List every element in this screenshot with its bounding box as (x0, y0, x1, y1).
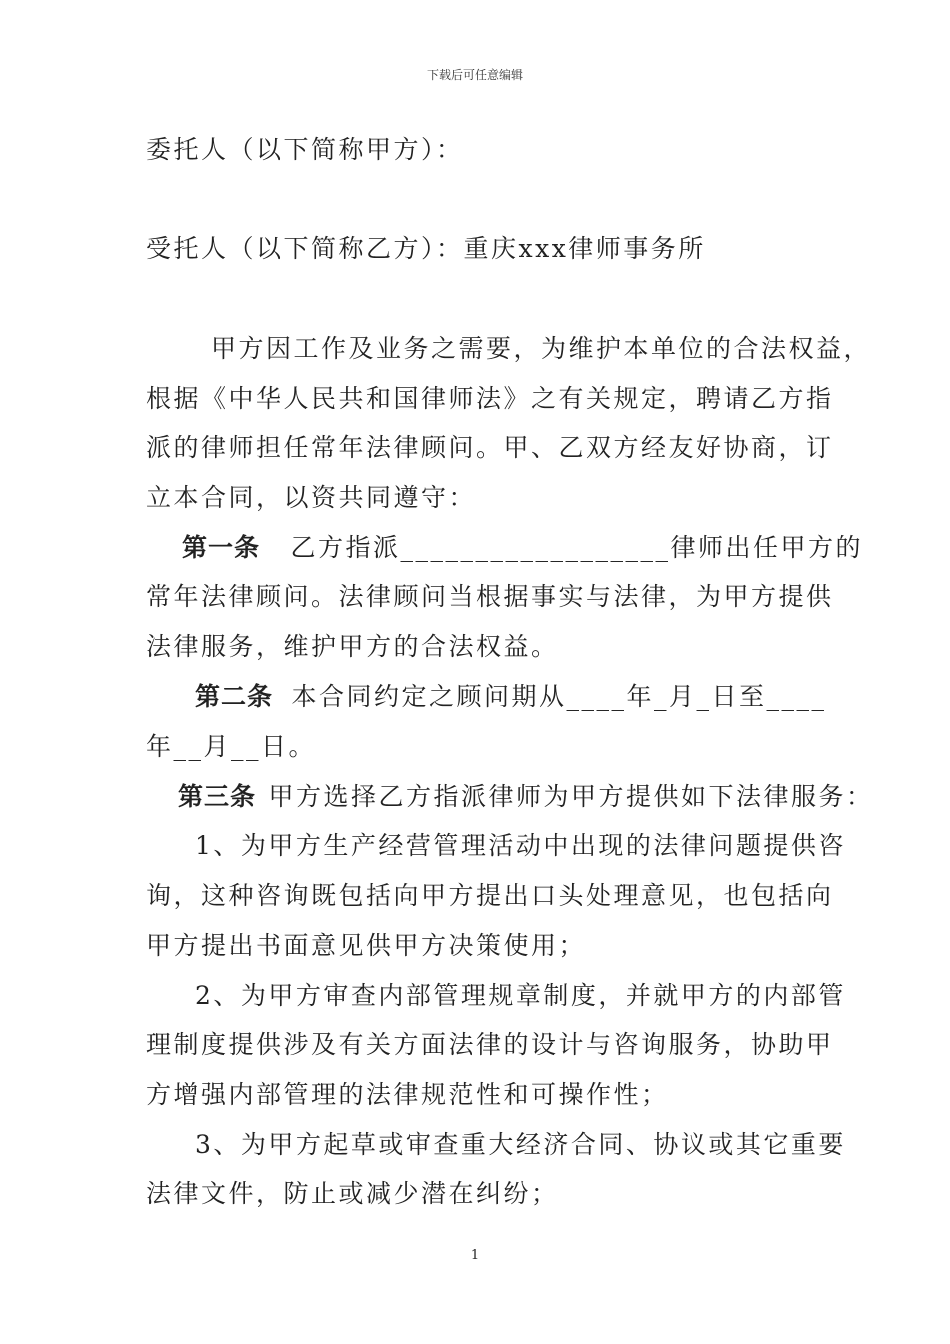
article-3-item-2-line: 理制度提供涉及有关方面法律的设计与咨询服务，协助甲 (146, 1030, 834, 1059)
article-2-line: 年__月__日。 (146, 732, 317, 761)
page-header: 下载后可任意编辑 (426, 68, 523, 82)
article-1 (182, 533, 863, 563)
article-3 (178, 782, 873, 812)
article-3-item-1: 1、为甲方生产经营管理活动中出现的法律问题提供咨 (195, 831, 846, 860)
article-3-item-3-line: 法律文件，防止或减少潜在纠纷； (146, 1179, 559, 1208)
page-number: 1 (470, 1248, 480, 1263)
agent-line: 受托人（以下简称乙方）：重庆xxx律师事务所 (146, 234, 706, 263)
preamble-line: 立本合同，以资共同遵守： (146, 483, 477, 512)
article-1-line: 法律服务，维护甲方的合法权益。 (146, 632, 559, 661)
article-1-line: 常年法律顾问。法律顾问当根据事实与法律，为甲方提供 (146, 582, 834, 611)
preamble-line: 甲方因工作及业务之需要，为维护本单位的合法权益， (211, 334, 872, 363)
article-3-item-1-line: 询，这种咨询既包括向甲方提出口头处理意见，也包括向 (146, 881, 834, 910)
article-2 (195, 682, 826, 712)
article-2-text: 本合同约定之顾问期从____年_月_日至____ (291, 682, 827, 711)
client-line: 委托人（以下简称甲方）： (146, 135, 464, 164)
article-3-item-2-line: 方增强内部管理的法律规范性和可操作性； (146, 1080, 669, 1109)
article-3-text: 甲方选择乙方指派律师为甲方提供如下法律服务： (268, 782, 874, 811)
article-3-item-2: 2、为甲方审查内部管理规章制度，并就甲方的内部管 (195, 981, 846, 1010)
preamble-line: 派的律师担任常年法律顾问。甲、乙双方经友好协商，订 (146, 433, 834, 462)
article-3-title: 第三条 (178, 782, 257, 811)
preamble-line: 根据《中华人民共和国律师法》之有关规定，聘请乙方指 (146, 384, 834, 413)
article-3-item-3: 3、为甲方起草或审查重大经济合同、协议或其它重要 (195, 1130, 846, 1159)
article-3-item-1-line: 甲方提出书面意见供甲方决策使用； (146, 931, 587, 960)
article-1-title: 第一条 (182, 533, 261, 562)
article-1-text: 乙方指派__________________律师出任甲方的 (290, 533, 863, 562)
article-2-title: 第二条 (195, 682, 274, 711)
